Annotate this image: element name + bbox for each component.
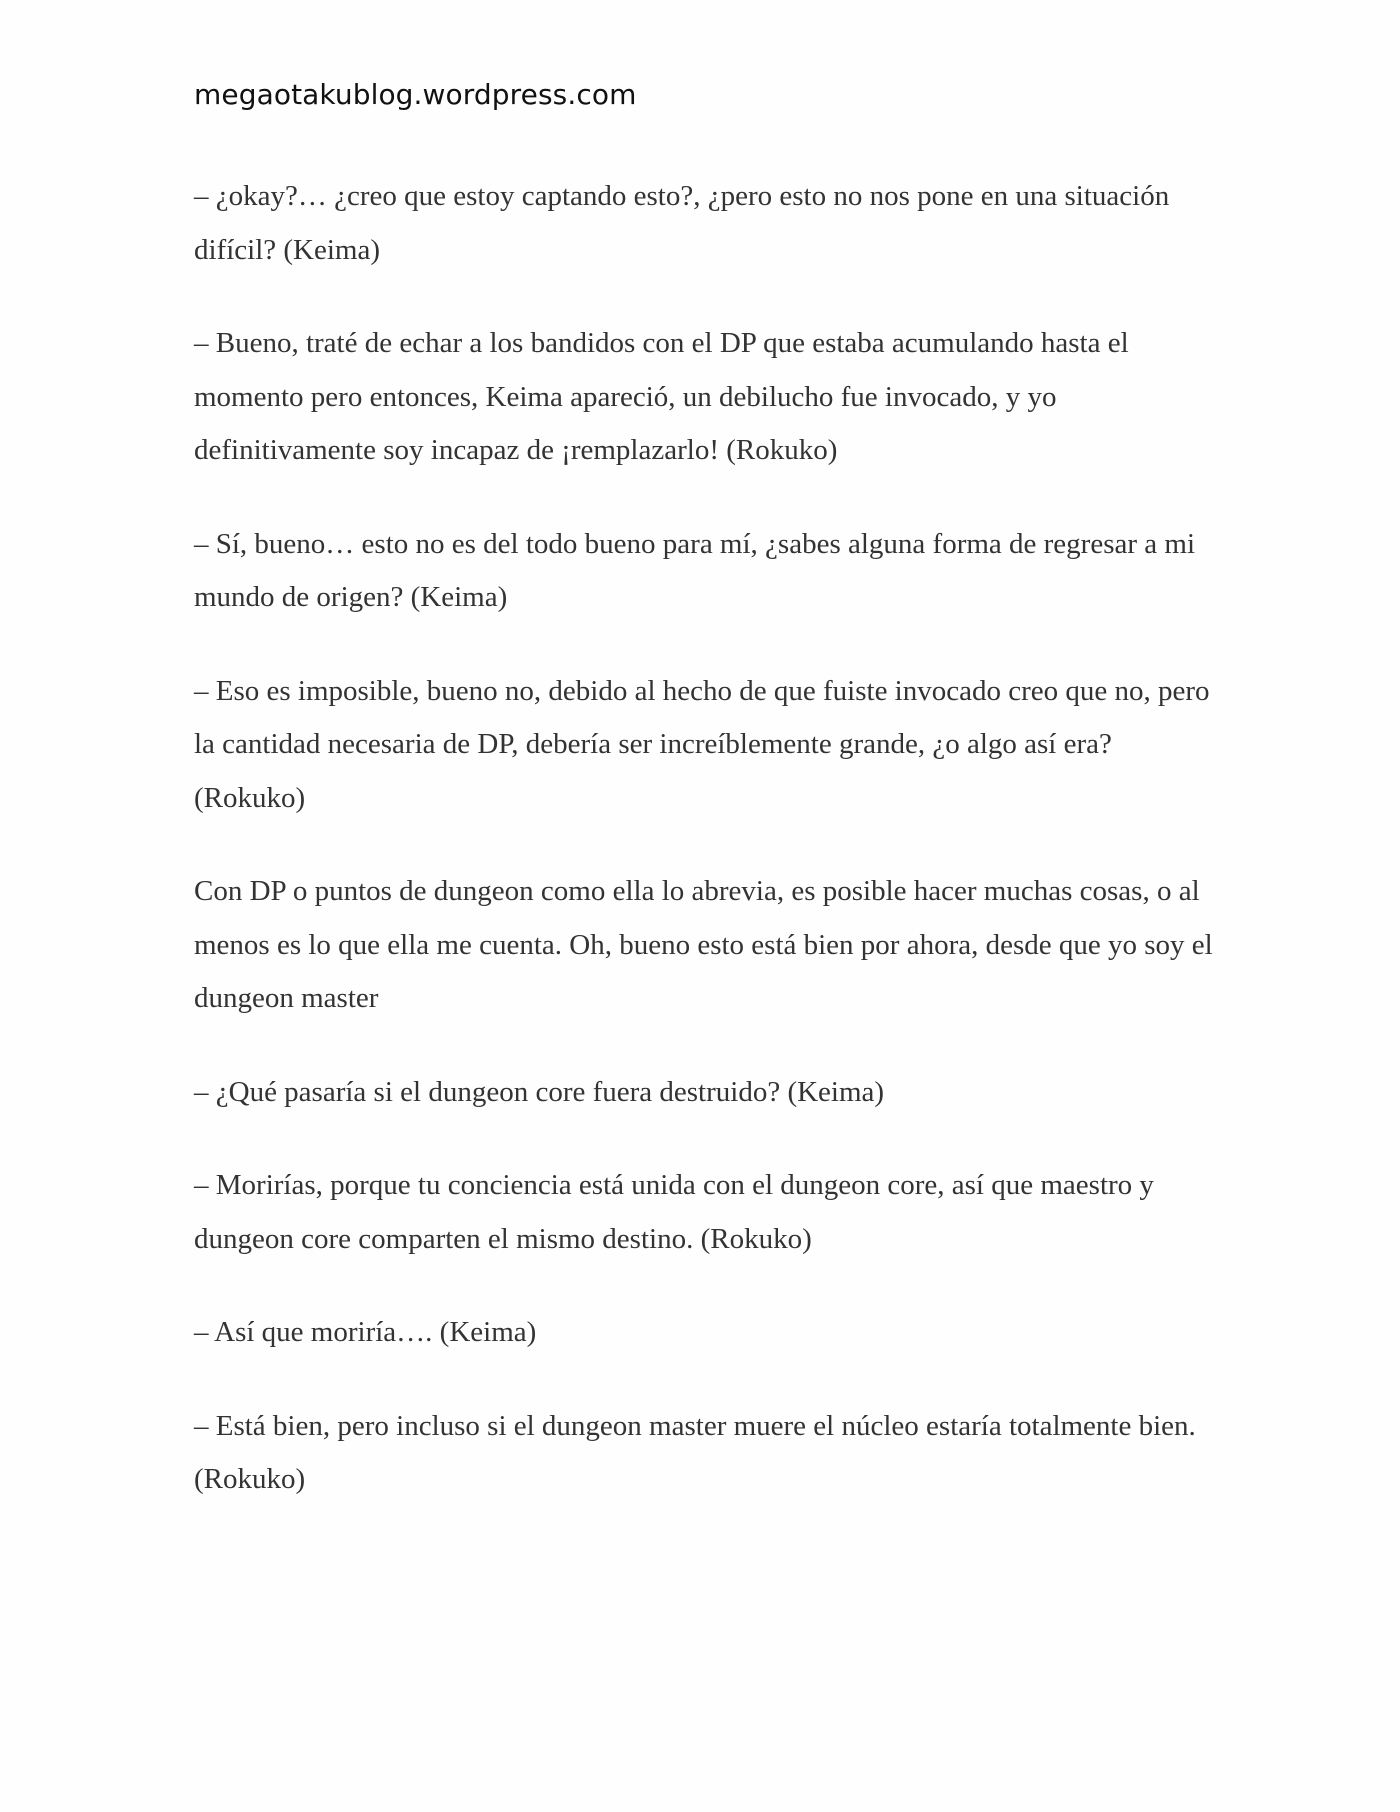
paragraph-3: – Sí, bueno… esto no es del todo bueno para mí, ¿sabes alguna forma de regresar a mi mundo de origen? (Keima) xyxy=(194,527,1196,613)
paragraph-7: – Morirías, porque tu conciencia está unida con el dungeon core, así que maestro y dungeon core comparten el mismo destino. (Rokuko) xyxy=(194,1169,1154,1255)
paragraph-5: Con DP o puntos de dungeon como ella lo abrevia, es posible hacer muchas cosas, o al menos es lo que ella me cuenta. Oh, bueno esto está bien por ahora, desde que yo soy el dungeon master xyxy=(194,875,1213,1014)
paragraph-8: – Así que moriría…. (Keima) xyxy=(194,1316,537,1348)
page-header-url: megaotakublog.wordpress.com xyxy=(194,78,637,111)
paragraph-4: – Eso es imposible, bueno no, debido al hecho de que fuiste invocado creo que no, pero la cantidad necesaria de DP, debería ser increíblemente grande, ¿o algo así era? (Rokuko) xyxy=(194,674,1210,814)
paragraph-1: – ¿okay?… ¿creo que estoy captando esto?, ¿pero esto no nos pone en una situación difícil? (Keima) xyxy=(194,180,1170,266)
document-body xyxy=(194,170,1224,1547)
paragraph-2: – Bueno, traté de echar a los bandidos con el DP que estaba acumulando hasta el momento pero entonces, Keima apareció, un debilucho fue invocado, y yo definitivamente soy incapaz de ¡remplazarlo! (Rokuko) xyxy=(194,327,1129,466)
paragraph-6: – ¿Qué pasaría si el dungeon core fuera destruido? (Keima) xyxy=(194,1075,885,1108)
paragraph-9: – Está bien, pero incluso si el dungeon master muere el núcleo estaría totalmente bien. (Rokuko) xyxy=(194,1409,1196,1495)
